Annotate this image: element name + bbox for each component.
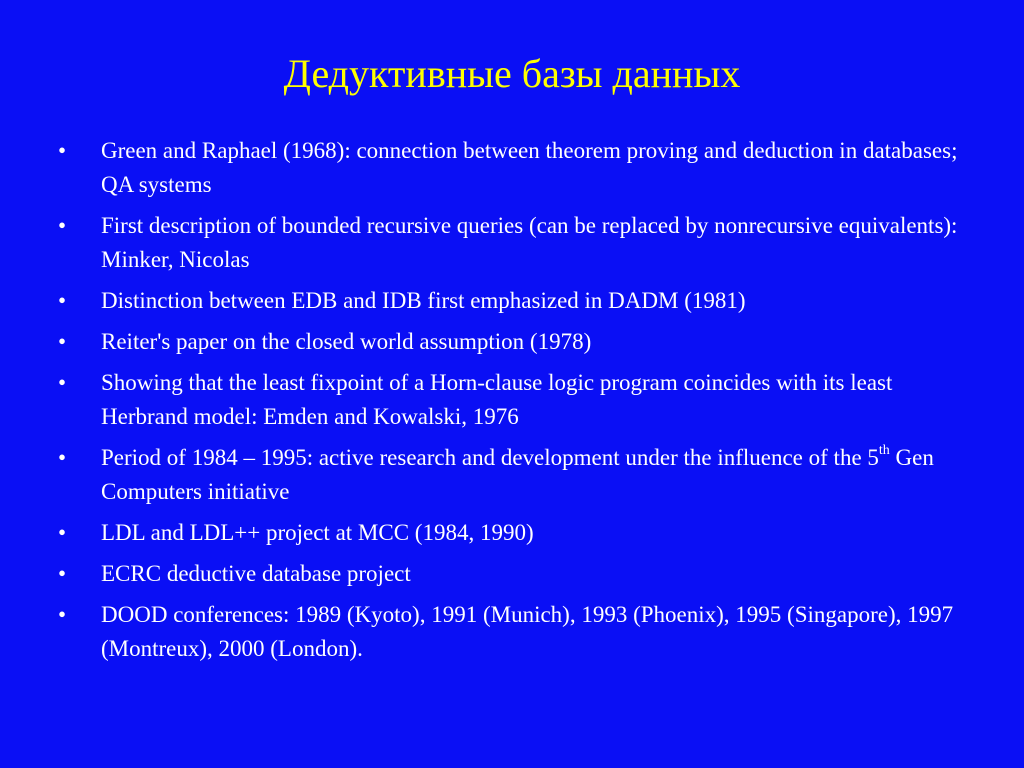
bullet-item [58,325,978,359]
bullet-icon: • [58,288,67,313]
bullet-text-after: Gen Computers initiative [101,445,934,504]
bullet-icon: • [58,213,67,238]
bullet-text: Reiter's paper on the closed world assumption (1978) [101,329,592,354]
bullet-icon: • [58,561,67,586]
bullet-icon: • [58,138,67,163]
bullet-list [58,134,978,673]
bullet-text: ECRC deductive database project [101,561,411,586]
bullet-icon: • [58,329,67,354]
superscript: th [878,443,890,459]
bullet-item [58,284,978,318]
bullet-icon: • [58,520,67,545]
bullet-item [58,209,978,277]
bullet-item [58,441,978,509]
bullet-item [58,366,978,434]
bullet-text: Distinction between EDB and IDB first emphasized in DADM (1981) [101,288,746,313]
bullet-item [58,557,978,591]
bullet-icon: • [58,602,67,627]
slide-title: Дедуктивные базы данных [283,51,741,96]
bullet-text: DOOD conferences: 1989 (Kyoto), 1991 (Munich), 1993 (Phoenix), 1995 (Singapore), 1997 (Montreux), 2000 (London). [101,602,954,661]
bullet-text: Green and Raphael (1968): connection between theorem proving and deduction in databases; QA systems [101,138,958,197]
bullet-item [58,134,978,202]
bullet-item [58,516,978,550]
bullet-icon: • [58,370,67,395]
bullet-text-before: Period of 1984 – 1995: active research and development under the influence of the 5 [101,445,879,470]
bullet-text: LDL and LDL++ project at MCC (1984, 1990) [101,520,534,545]
bullet-text [101,445,934,504]
bullet-item [58,598,978,666]
bullet-icon: • [58,445,67,470]
bullet-text: First description of bounded recursive queries (can be replaced by nonrecursive equivalents): Minker, Nicolas [101,213,958,272]
bullet-text: Showing that the least fixpoint of a Horn-clause logic program coincides with its least Herbrand model: Emden and Kowalski, 1976 [101,370,893,429]
